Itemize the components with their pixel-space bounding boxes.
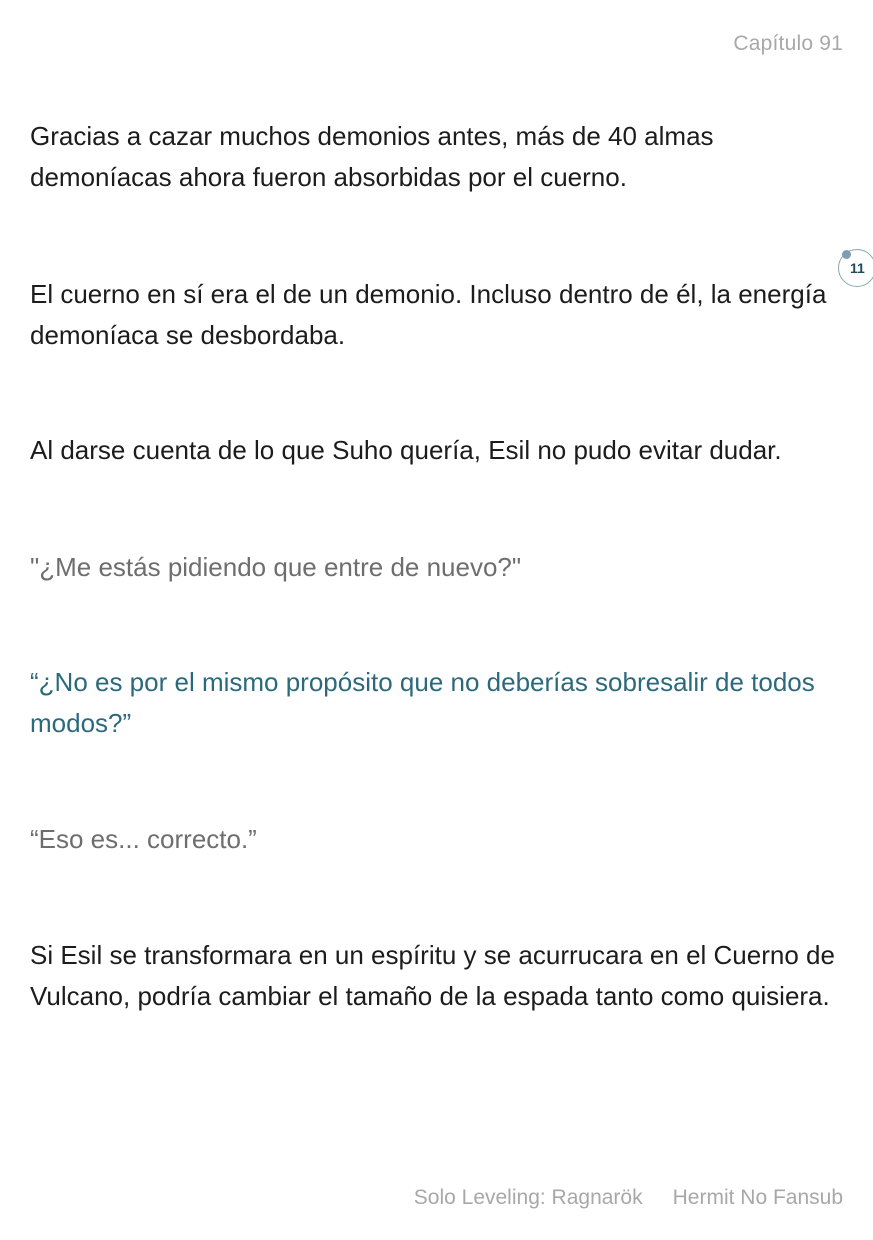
translator-credit: Hermit No Fansub bbox=[672, 1186, 843, 1209]
paragraph-2: El cuerno en sí era el de un demonio. Incluso dentro de él, la energía demoníaca se desbordaba. bbox=[30, 279, 827, 350]
paragraph-7: Si Esil se transformara en un espíritu y se acurrucara en el Cuerno de Vulcano, podría cambiar el tamaño de la espada tanto como quisiera. bbox=[30, 940, 835, 1011]
paragraph-6-dialogue: “Eso es... correcto.” bbox=[30, 824, 257, 854]
chapter-label: Capítulo 91 bbox=[733, 32, 843, 55]
paragraph-1: Gracias a cazar muchos demonios antes, más de 40 almas demoníacas ahora fueron absorbidas por el cuerno. bbox=[30, 121, 714, 192]
comment-indicator-dot bbox=[842, 250, 851, 259]
paragraph-3: Al darse cuenta de lo que Suho quería, Esil no pudo evitar dudar. bbox=[30, 435, 782, 465]
book-title: Solo Leveling: Ragnarök bbox=[413, 1186, 643, 1209]
paragraph-comment-button[interactable] bbox=[838, 249, 873, 287]
paragraph-4-dialogue: "¿Me estás pidiendo que entre de nuevo?" bbox=[30, 552, 522, 582]
page-footer bbox=[414, 1186, 843, 1210]
paragraph-5-dialogue: “¿No es por el mismo propósito que no deberías sobresalir de todos modos?” bbox=[30, 667, 815, 738]
comment-count: 11 bbox=[850, 260, 865, 276]
